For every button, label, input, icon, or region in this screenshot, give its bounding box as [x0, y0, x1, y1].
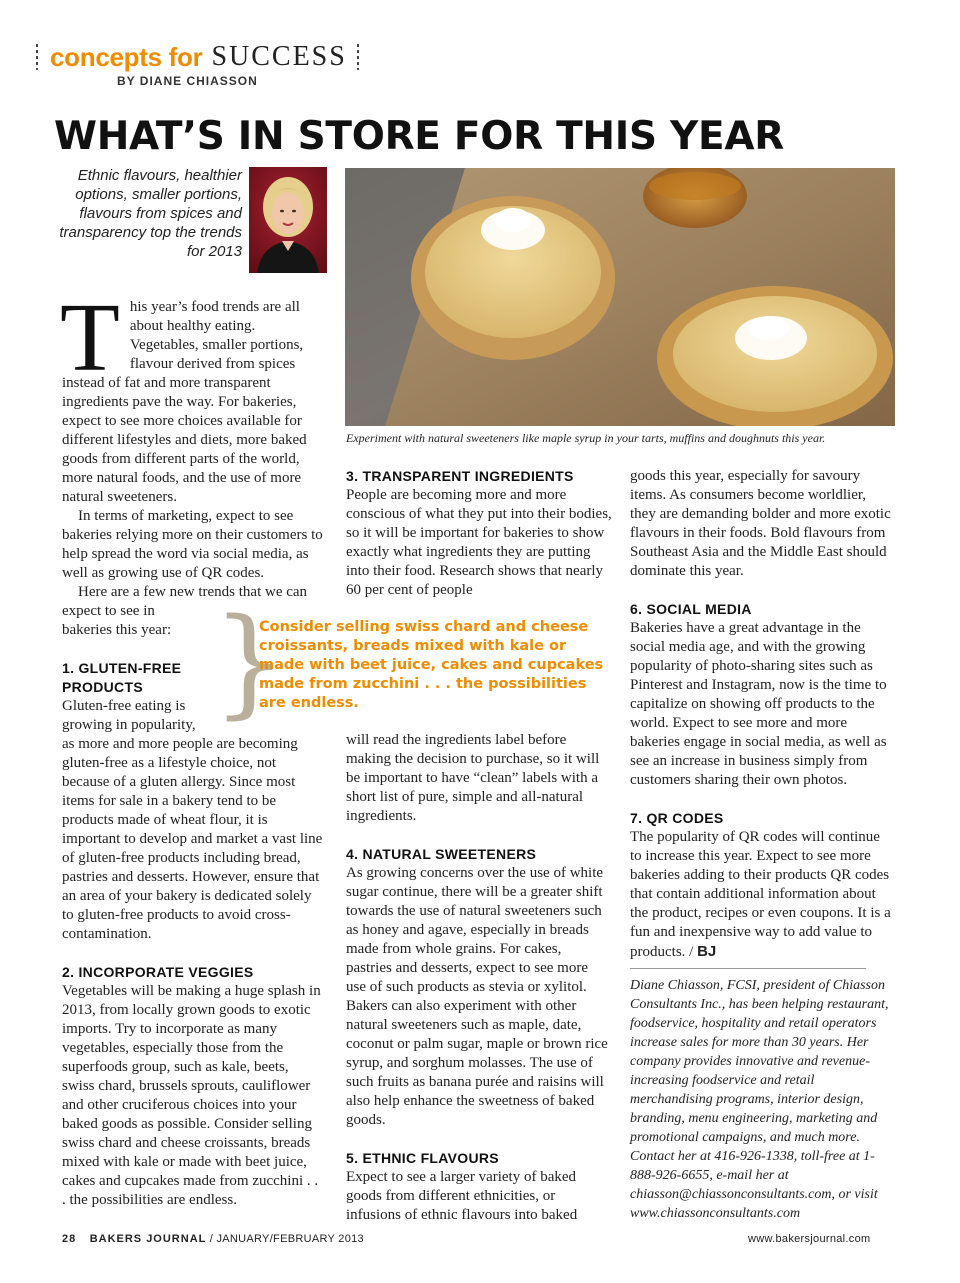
footer-left [62, 1233, 364, 1245]
intro-paragraph: his year’s food trends are all about healthy eating. Vegetables, smaller portions, flavour derived from spices instead of fat and more transparent ingredients pave the way. For bakeries, expect to see more choices available for different lifestyles and diets, more baked goods from different parts of the world, more natural foods, and the use of more natural sweeteners. [62, 299, 307, 505]
section-heading-sweeteners: 4. NATURAL SWEETENERS [346, 846, 537, 862]
column-2-top [346, 467, 616, 600]
sweeteners-paragraph: As growing concerns over the use of white sugar continue, there will be a greater shift towards the use of natural sweeteners such as honey and agave, especially in breads made from whole grains. For cakes, pastries and desserts, expect to see more use of such products as stevia or xylitol. Bakers can also experiment with other natural sweeteners such as maple, date, coconut or palm sugar, maple or brown rice syrup, and sorghum molasses. The use of such fruits as banana purée and raisins will also help enhance the sweetness of baked goods. [346, 865, 608, 1128]
section-heading-social: 6. SOCIAL MEDIA [630, 601, 752, 617]
trends-intro-line: bakeries this year: [62, 622, 172, 638]
transparent-paragraph: People are becoming more and more conscious of what they put into their bodies, so it will be important for bakeries to show exactly what ingredients they are putting into their food. Research shows that nearly 60 per cent of people [346, 487, 612, 598]
divider [357, 44, 359, 70]
section-heading-gluten-free-2: PRODUCTS [62, 679, 143, 695]
gluten-free-line: growing in popularity, [62, 717, 196, 733]
qr-text: The popularity of QR codes will continue to increase this year. Expect to see more bakeries adding to their products QR codes that contain additional information about the product, recipes or even coupons. It is a fun and inexpensive way to add value to products. / [630, 829, 891, 960]
author-bio: Diane Chiasson, FCSI, president of Chiasson Consultants Inc., has been helping restaurant, foodservice, hospitality and retail operators increase sales for more than 30 years. Her company provides innovative and revenue-increasing foodservice and retail merchandising programs, interior design, branding, menu engineering, marketing and promotional campaigns, and much more. Contact her at 416-926-1338, toll-free at 1-888-926-6655, e-mail her at chiasson@chiassonconsultants.com, or visit www.chiassonconsultants.com [630, 978, 889, 1221]
drop-cap: T [60, 284, 120, 392]
transparent-paragraph-cont: will read the ingredients label before making the decision to purchase, so it will be important to have “clean” labels with a short list of pure, simple and all-natural ingredients. [346, 732, 600, 824]
publication-name: BAKERS JOURNAL [89, 1233, 207, 1245]
trends-intro-line: Here are a few new trends that we can [78, 584, 308, 600]
marketing-paragraph: In terms of marketing, expect to see bakeries relying more on their customers to help spread the word via social media, as well as growing use of QR codes. [62, 508, 323, 581]
column-name: concepts for [50, 41, 203, 72]
qr-paragraph [630, 828, 892, 962]
section-heading-transparent: 3. TRANSPARENT INGREDIENTS [346, 468, 574, 484]
brace-ornament: } [212, 592, 288, 730]
page-number: 28 [62, 1233, 77, 1245]
section-heading-veggies: 2. INCORPORATE VEGGIES [62, 964, 254, 980]
tarts-photo [345, 168, 895, 426]
website-url: www.bakersjournal.com [748, 1233, 871, 1245]
section-heading-gluten-free: 1. GLUTEN-FREE [62, 660, 182, 676]
column-1 [60, 284, 324, 1210]
photo-caption: Experiment with natural sweeteners like maple syrup in your tarts, muffins and doughnuts this year. [346, 431, 826, 445]
divider [36, 44, 38, 70]
end-mark: BJ [697, 943, 717, 960]
column-2-bottom [346, 731, 608, 1225]
issue-date: / JANUARY/FEBRUARY 2013 [209, 1233, 364, 1245]
gluten-free-line: Gluten-free eating is [62, 698, 186, 714]
article-title: WHAT’S IN STORE FOR THIS YEAR [54, 114, 784, 159]
column-name-success: SUCCESS [211, 41, 347, 72]
ethnic-paragraph: Expect to see a larger variety of baked goods from different ethnicities, or infusions of ethnic flavours into baked [346, 1169, 578, 1223]
author-photo [249, 167, 327, 273]
pull-quote: Consider selling swiss chard and cheese croissants, breads mixed with kale or made with beet juice, cakes and cupcakes made from zucchini . . . the possibilities are endless. [259, 619, 604, 711]
column-3 [630, 467, 892, 962]
divider [630, 968, 866, 969]
byline: BY DIANE CHIASSON [117, 74, 258, 88]
gluten-free-paragraph: as more and more people are becoming gluten-free as a lifestyle choice, not because of a gluten allergy. Since most items for sale in a bakery tend to be products made of wheat flour, it is important to develop and market a vast line of gluten-free products including bread, pastries and desserts. However, ensure that an area of your bakery is dedicated solely to gluten-free products to avoid cross-contamination. [62, 736, 323, 942]
column-header [36, 42, 359, 72]
trends-intro-line: expect to see in [62, 603, 155, 619]
section-heading-qr: 7. QR CODES [630, 810, 724, 826]
veggies-paragraph: Vegetables will be making a huge splash in 2013, from locally grown goods to exotic imports. Try to incorporate as many vegetables, especially those from the superfoods group, such as kale, beets, swiss chard, brussels sprouts, cauliflower and other cruciferous choices into your baked goods as possible. Consider selling swiss chard and cheese croissants, breads mixed with kale or made with beet juice, cakes and cupcakes made from zucchini . . . the possibilities are endless. [62, 983, 321, 1208]
article-dek: Ethnic flavours, healthier options, smaller portions, flavours from spices and transparency top the trends for 2013 [59, 167, 242, 260]
social-paragraph: Bakeries have a great advantage in the social media age, and with the growing popularity of photo-sharing sites such as Pinterest and Instagram, now is the time to capitalize on showing off products to the world. Expect to see more and more bakeries engage in social media, as well as see an increase in business simply from customers sharing their own photos. [630, 620, 887, 788]
ethnic-paragraph-cont: goods this year, especially for savoury items. As consumers become worldlier, they are demanding bolder and more exotic flavours in their foods. Bold flavours from Southeast Asia and the Middle East should dominate this year. [630, 468, 891, 579]
section-heading-ethnic: 5. ETHNIC FLAVOURS [346, 1150, 499, 1166]
